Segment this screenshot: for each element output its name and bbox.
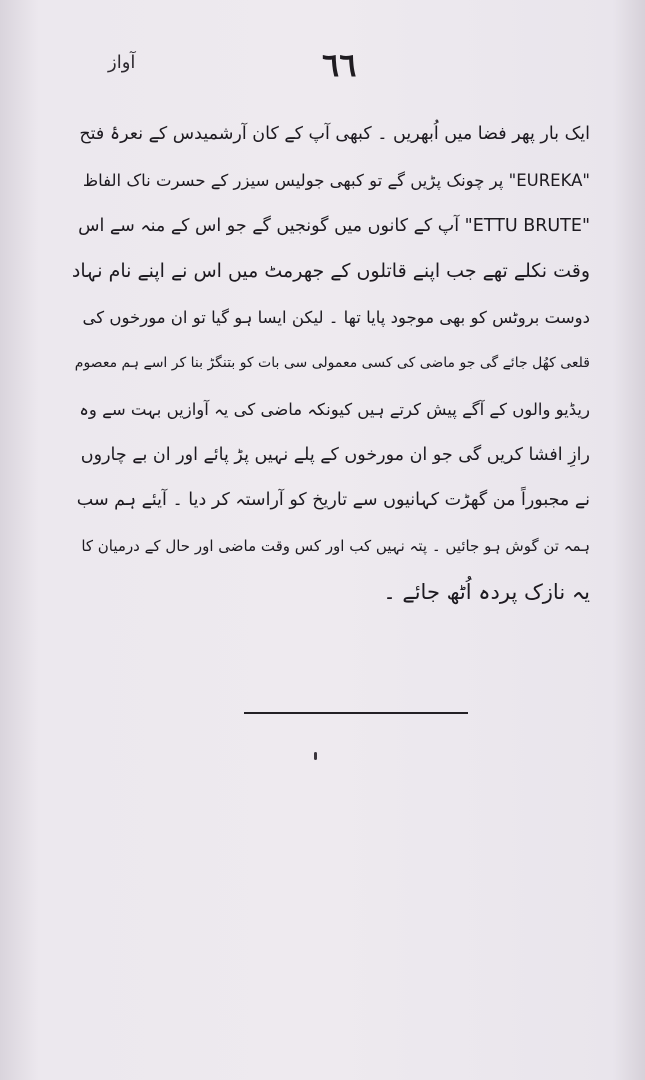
ink-mark — [314, 752, 317, 760]
text-line-3: "ETTU BRUTE" آپ کے کانوں میں گونجیں گے جو اس کے منہ سے اس — [78, 215, 590, 236]
text-line-6: قلعی کھُل جائے گی جو ماضی کی کسی معمولی سی بات کو بتنگڑ بنا کر اسے ہم معصوم — [74, 354, 590, 371]
text-line-4: وقت نکلے تھے جب اپنے قاتلوں کے جھرمٹ میں اس نے اپنے نام نہاد — [71, 260, 590, 283]
page-number: ٦٦ — [322, 46, 357, 84]
text-line-1: ایک بار پھر فضا میں اُبھریں ۔ کبھی آپ کے کان آرشمیدس کے نعرۂ فتح — [79, 124, 590, 144]
text-line-7: ریڈیو والوں کے آگے پیش کرتے ہیں کیونکہ ماضی کی یہ آوازیں بہت سے وہ — [79, 399, 590, 419]
text-line-9: نے مجبوراً من گھڑت کہانیوں سے تاریخ کو آراستہ کر دیا ۔ آیئے ہم سب — [76, 490, 590, 511]
body-paragraph — [70, 112, 590, 672]
show-through-texture — [60, 620, 600, 1000]
text-line-10: ہمہ تن گوش ہو جائیں ۔ پتہ نہیں کب اور کس وقت ماضی اور حال کے درمیان کا — [81, 537, 590, 556]
running-title: آواز — [108, 52, 136, 73]
text-line-5: دوست بروٹس کو بھی موجود پایا تھا ۔ لیکن ایسا ہو گیا تو ان مورخوں کی — [82, 308, 590, 328]
page-header — [0, 46, 645, 92]
text-line-8: رازِ افشا کریں گی جو ان مورخوں کے پلے نہیں پڑ پائے اور ان بے چاروں — [80, 444, 590, 465]
text-line-2: "EUREKA" پر چونک پڑیں گے تو کبھی جولیس سیزر کے حسرت ناک الفاظ — [82, 170, 590, 190]
section-divider — [244, 712, 468, 714]
text-line-11: یہ نازک پردہ اُٹھ جائے ۔ — [383, 579, 590, 604]
